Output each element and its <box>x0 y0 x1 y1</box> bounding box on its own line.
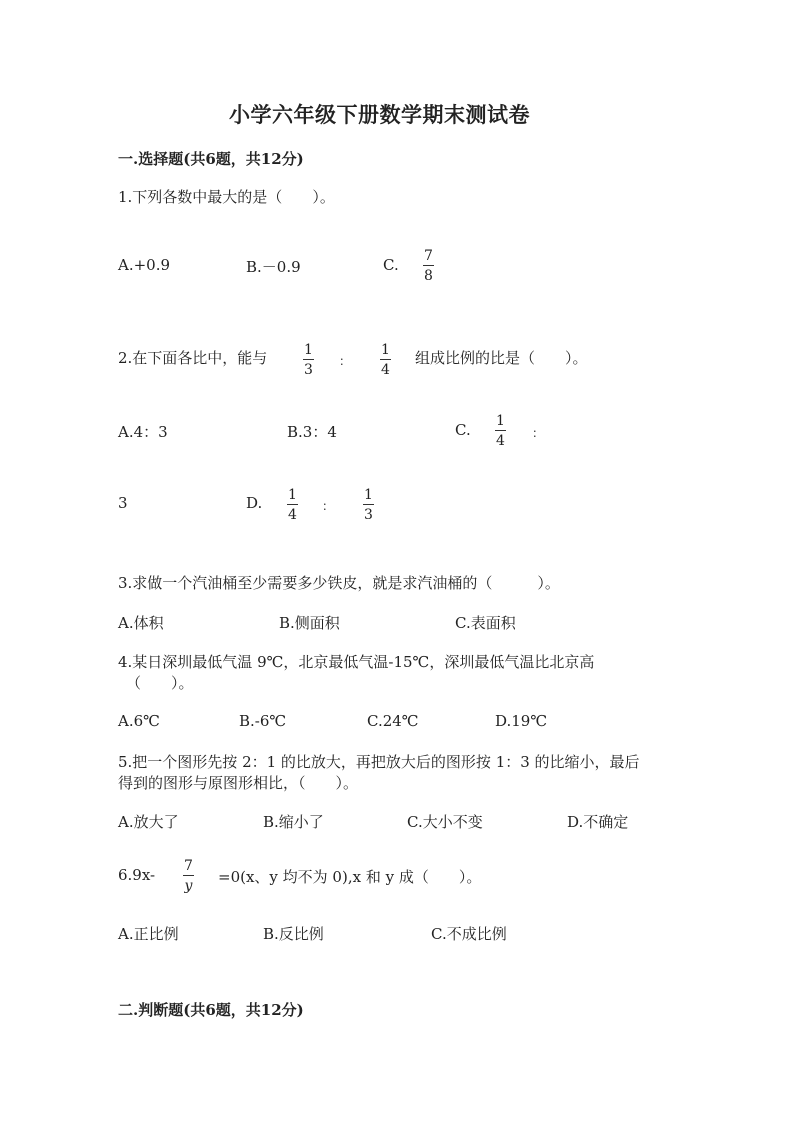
q2-option-c-fraction <box>495 414 506 448</box>
fraction-numerator: 1 <box>304 342 313 358</box>
q5-option-d: D.不确定 <box>567 813 629 831</box>
question-4-stem-line-1: 4.某日深圳最低气温 9℃，北京最低气温-15℃，深圳最低气温比北京高 <box>118 653 595 671</box>
q4-option-a: A.6℃ <box>118 712 160 730</box>
fraction-denominator: 4 <box>288 507 297 523</box>
q1-option-c-fraction <box>423 249 434 283</box>
fraction-denominator: 3 <box>364 507 373 523</box>
q4-option-c: C.24℃ <box>367 712 419 730</box>
question-5-stem-line-2: 得到的图形与原图形相比，（ ）。 <box>118 774 359 792</box>
q5-option-a: A.放大了 <box>118 813 179 831</box>
fraction-numerator: 1 <box>496 413 505 429</box>
question-3-stem: 3.求做一个汽油桶至少需要多少铁皮，就是求汽油桶的（ ）。 <box>118 574 560 592</box>
fraction-denominator: y <box>184 878 193 894</box>
q6-option-a: A.正比例 <box>118 925 179 943</box>
ratio-colon: ： <box>532 426 545 440</box>
q3-option-a: A.体积 <box>118 614 164 632</box>
q3-option-b: B.侧面积 <box>279 614 340 632</box>
fraction-denominator: 4 <box>496 433 505 449</box>
q6-stem-fraction <box>183 859 194 893</box>
q3-option-c: C.表面积 <box>455 614 516 632</box>
q2-option-d-fraction-2 <box>363 488 374 522</box>
q1-option-c-label: C. <box>383 256 399 274</box>
q4-option-d: D.19℃ <box>495 712 548 730</box>
q2-option-c-tail: 3 <box>118 494 128 512</box>
ratio-colon: ： <box>322 499 335 513</box>
question-6-stem-end: =0(x、y 均不为 0),x 和 y 成（ ）。 <box>218 868 482 886</box>
ratio-colon: ： <box>339 354 352 368</box>
question-4-stem-line-2: （ ）。 <box>126 674 194 692</box>
q6-option-c: C.不成比例 <box>431 925 507 943</box>
section-heading-judgement: 二.判断题(共6题，共12分) <box>118 1001 304 1019</box>
q5-option-c: C.大小不变 <box>407 813 483 831</box>
q6-option-b: B.反比例 <box>263 925 324 943</box>
q1-option-a: A.+0.9 <box>118 256 171 274</box>
q2-stem-fraction-2 <box>380 343 391 377</box>
question-6-stem-start: 6.9x- <box>118 866 156 884</box>
fraction-numerator: 7 <box>424 248 433 264</box>
fraction-numerator: 1 <box>288 487 297 503</box>
fraction-denominator: 8 <box>424 268 433 284</box>
question-1-stem: 1.下列各数中最大的是（ ）。 <box>118 188 335 206</box>
fraction-numerator: 7 <box>184 858 193 874</box>
fraction-numerator: 1 <box>381 342 390 358</box>
question-2-stem-end: 组成比例的比是（ ）。 <box>415 349 588 367</box>
q4-option-b: B.-6℃ <box>239 712 287 730</box>
question-2-stem-start: 2.在下面各比中，能与 <box>118 349 268 367</box>
page-title: 小学六年级下册数学期末测试卷 <box>229 102 530 127</box>
fraction-denominator: 3 <box>304 362 313 378</box>
q2-option-a: A.4：3 <box>118 423 168 441</box>
fraction-denominator: 4 <box>381 362 390 378</box>
q2-stem-fraction-1 <box>303 343 314 377</box>
q2-option-c-label: C. <box>455 421 471 439</box>
q1-option-b: B.－0.9 <box>246 258 301 276</box>
q2-option-d-label: D. <box>246 494 263 512</box>
q2-option-d-fraction-1 <box>287 488 298 522</box>
q5-option-b: B.缩小了 <box>263 813 324 831</box>
section-heading-choice: 一.选择题(共6题，共12分) <box>118 150 304 168</box>
fraction-numerator: 1 <box>364 487 373 503</box>
question-5-stem-line-1: 5.把一个图形先按 2：1 的比放大，再把放大后的图形按 1：3 的比缩小，最后 <box>118 753 640 771</box>
q2-option-b: B.3：4 <box>287 423 337 441</box>
